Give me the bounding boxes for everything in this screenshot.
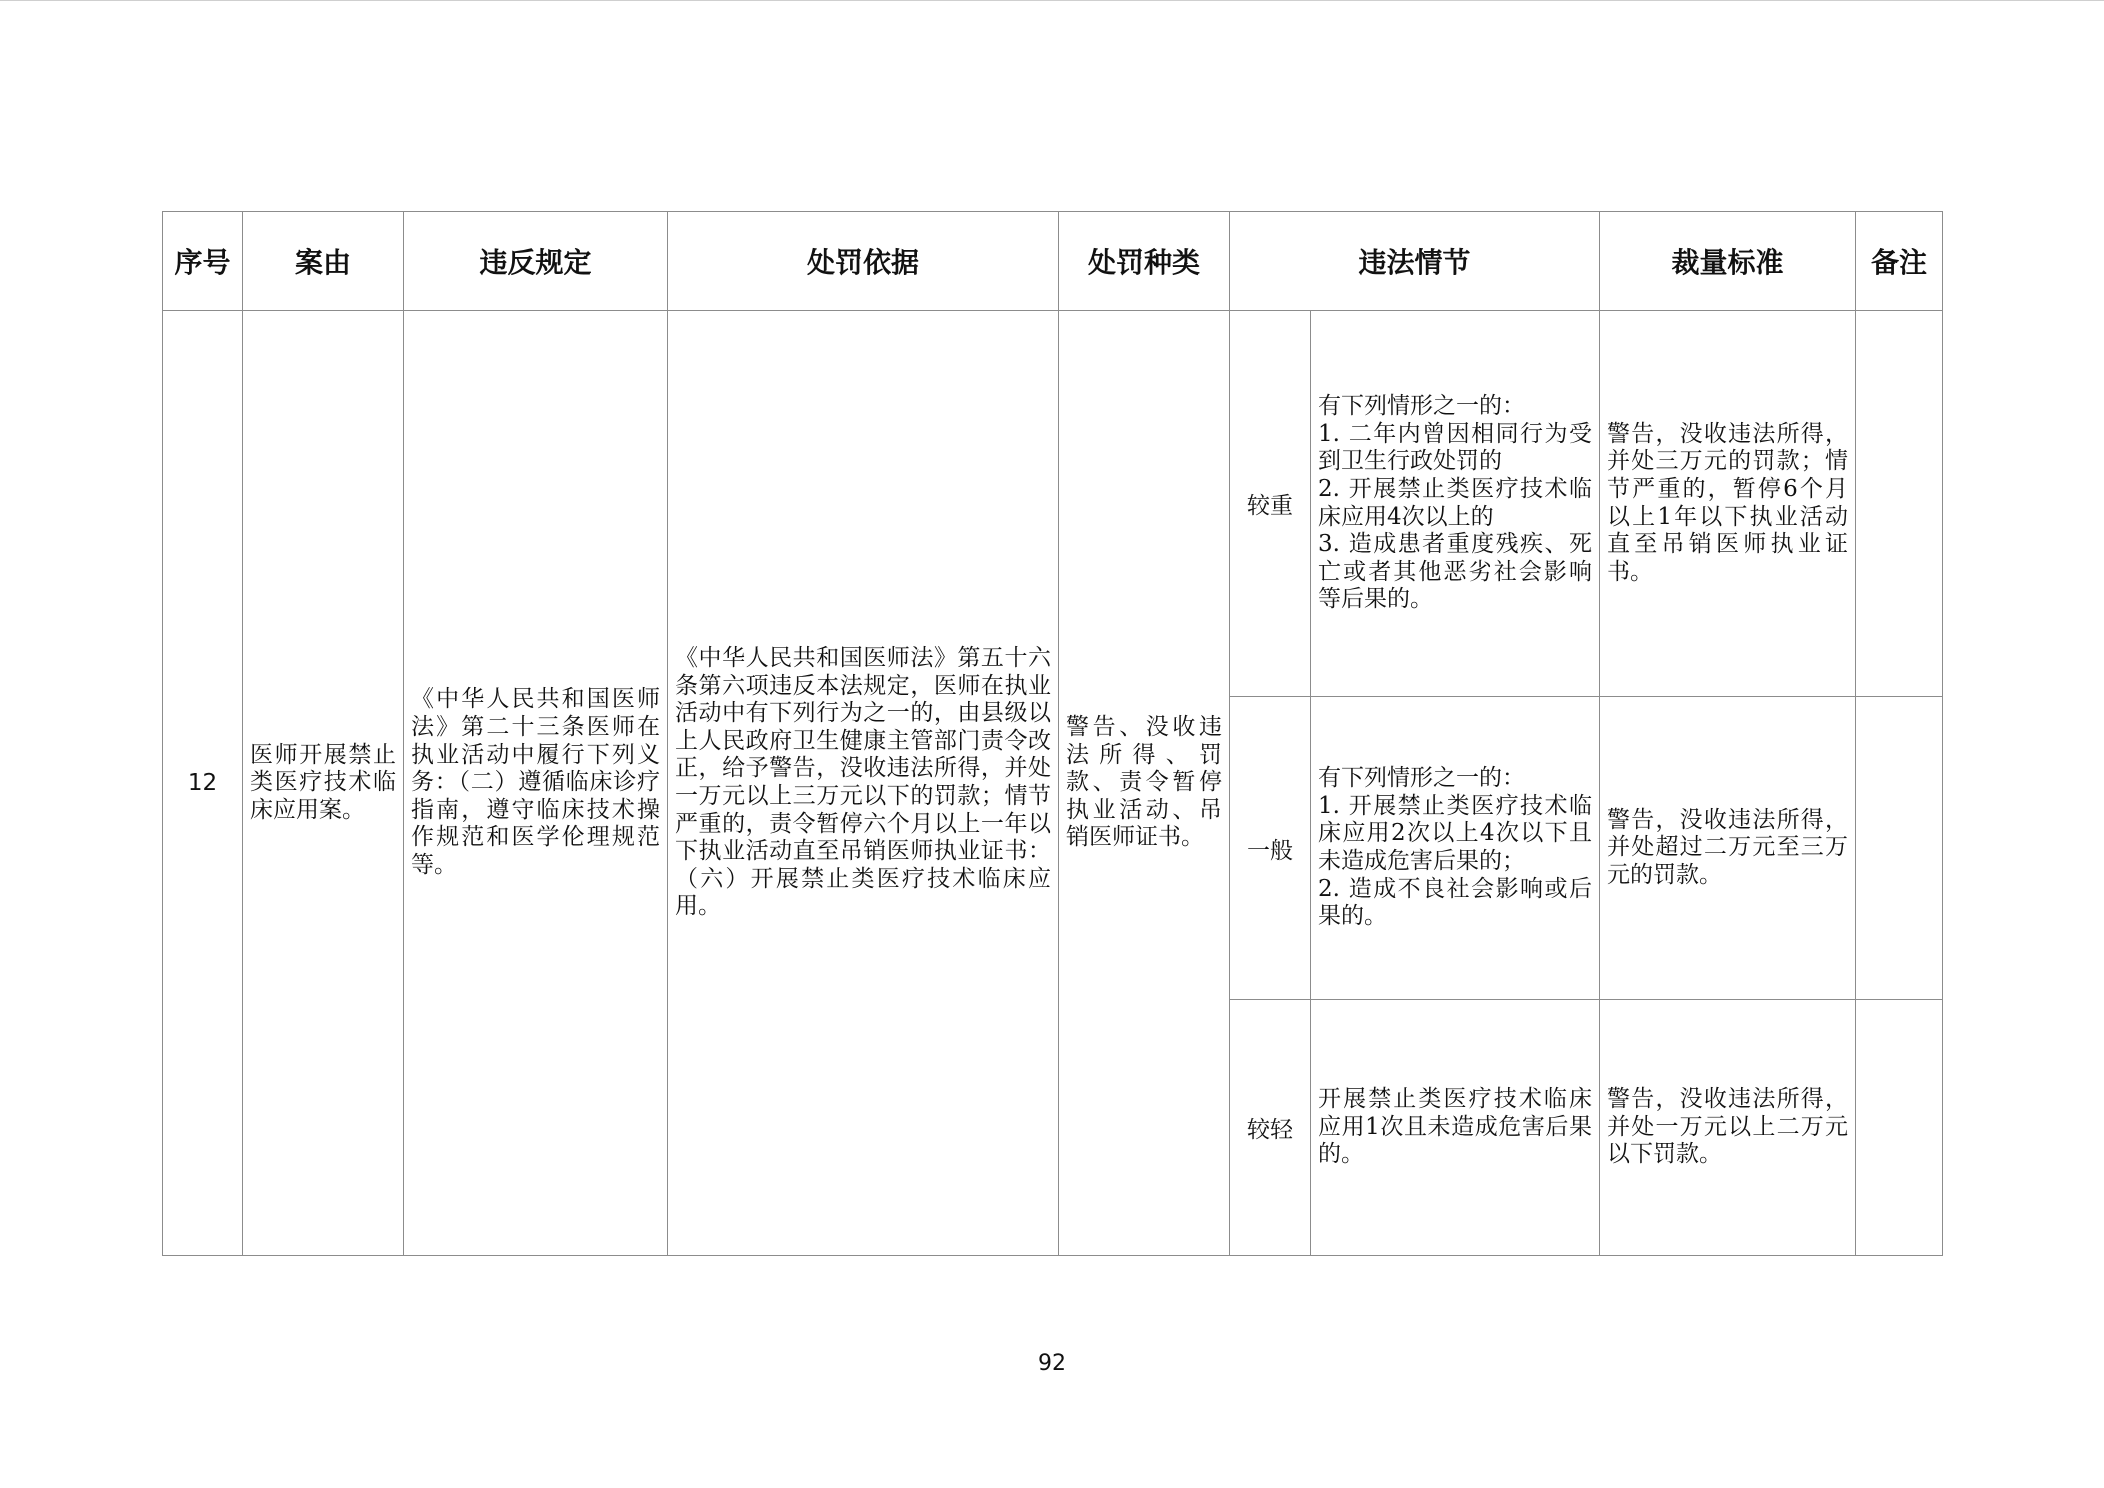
header-seq: 序号 <box>163 212 243 311</box>
penalty-type-text: 警告、没收违法所得、罚款、责令暂停执业活动、吊销医师证书。 <box>1066 714 1222 851</box>
header-penalty-basis: 处罚依据 <box>668 212 1059 311</box>
case-text: 医师开展禁止类医疗技术临床应用案。 <box>250 741 396 823</box>
circumstance-text: 有下列情形之一的： 1. 二年内曾因相同行为受到卫生行政处罚的 2. 开展禁止类医疗技术临床应用4次以上的 3. 造成患者重度残疾、死亡或者其他恶劣社会影响等后果的。 <box>1318 393 1593 613</box>
circumstance-cell <box>1311 697 1600 1000</box>
remark-cell <box>1856 311 1943 697</box>
header-circumstances: 违法情节 <box>1230 212 1600 311</box>
standard-cell <box>1600 697 1856 1000</box>
level-label: 较轻 <box>1230 1000 1311 1256</box>
row-penalty-basis-cell <box>668 311 1059 1256</box>
remark-cell <box>1856 1000 1943 1256</box>
header-remarks: 备注 <box>1856 212 1943 311</box>
row-seq-cell: 12 <box>163 311 243 1256</box>
header-violated-rule: 违反规定 <box>404 212 668 311</box>
standard-text: 警告，没收违法所得，并处超过二万元至三万元的罚款。 <box>1607 806 1849 888</box>
header-standard: 裁量标准 <box>1600 212 1856 311</box>
standard-text: 警告，没收违法所得，并处一万元以上二万元以下罚款。 <box>1607 1086 1849 1168</box>
page-top-border <box>0 0 2104 1</box>
standard-cell <box>1600 1000 1856 1256</box>
page-number: 92 <box>1038 1351 1066 1376</box>
header-penalty-type: 处罚种类 <box>1059 212 1230 311</box>
circumstance-cell <box>1311 311 1600 697</box>
standard-text: 警告，没收违法所得，并处三万元的罚款；情节严重的，暂停6个月以上1年以下执业活动直至吊销医师执业证书。 <box>1607 420 1849 585</box>
circumstance-text: 有下列情形之一的： 1. 开展禁止类医疗技术临床应用2次以上4次以下且未造成危害后果的； 2. 造成不良社会影响或后果的。 <box>1318 765 1593 930</box>
remark-cell <box>1856 697 1943 1000</box>
violated-rule-text: 《中华人民共和国医师法》第二十三条医师在执业活动中履行下列义务：（二）遵循临床诊疗指南，遵守临床技术操作规范和医学伦理规范等。 <box>411 686 660 878</box>
row-case-cell <box>243 311 404 1256</box>
penalty-basis-text: 《中华人民共和国医师法》第五十六条第六项违反本法规定，医师在执业活动中有下列行为之一的，由县级以上人民政府卫生健康主管部门责令改正，给予警告，没收违法所得，并处一万元以上三万元以下的罚款；情节严重的，责令暂停六个月以上一年以下执业活动直至吊销医师执业证书：（六）开展禁止类医疗技术临床应用。 <box>675 645 1051 920</box>
level-label: 一般 <box>1230 697 1311 1000</box>
header-case: 案由 <box>243 212 404 311</box>
standard-cell <box>1600 311 1856 697</box>
row-violated-rule-cell <box>404 311 668 1256</box>
level-label: 较重 <box>1230 311 1311 697</box>
table-row-severe <box>163 311 1943 697</box>
header-row <box>163 212 1943 311</box>
circumstance-cell <box>1311 1000 1600 1256</box>
row-penalty-type-cell <box>1059 311 1230 1256</box>
penalty-discretion-table <box>162 211 1943 1256</box>
circumstance-text: 开展禁止类医疗技术临床应用1次且未造成危害后果的。 <box>1318 1086 1593 1168</box>
